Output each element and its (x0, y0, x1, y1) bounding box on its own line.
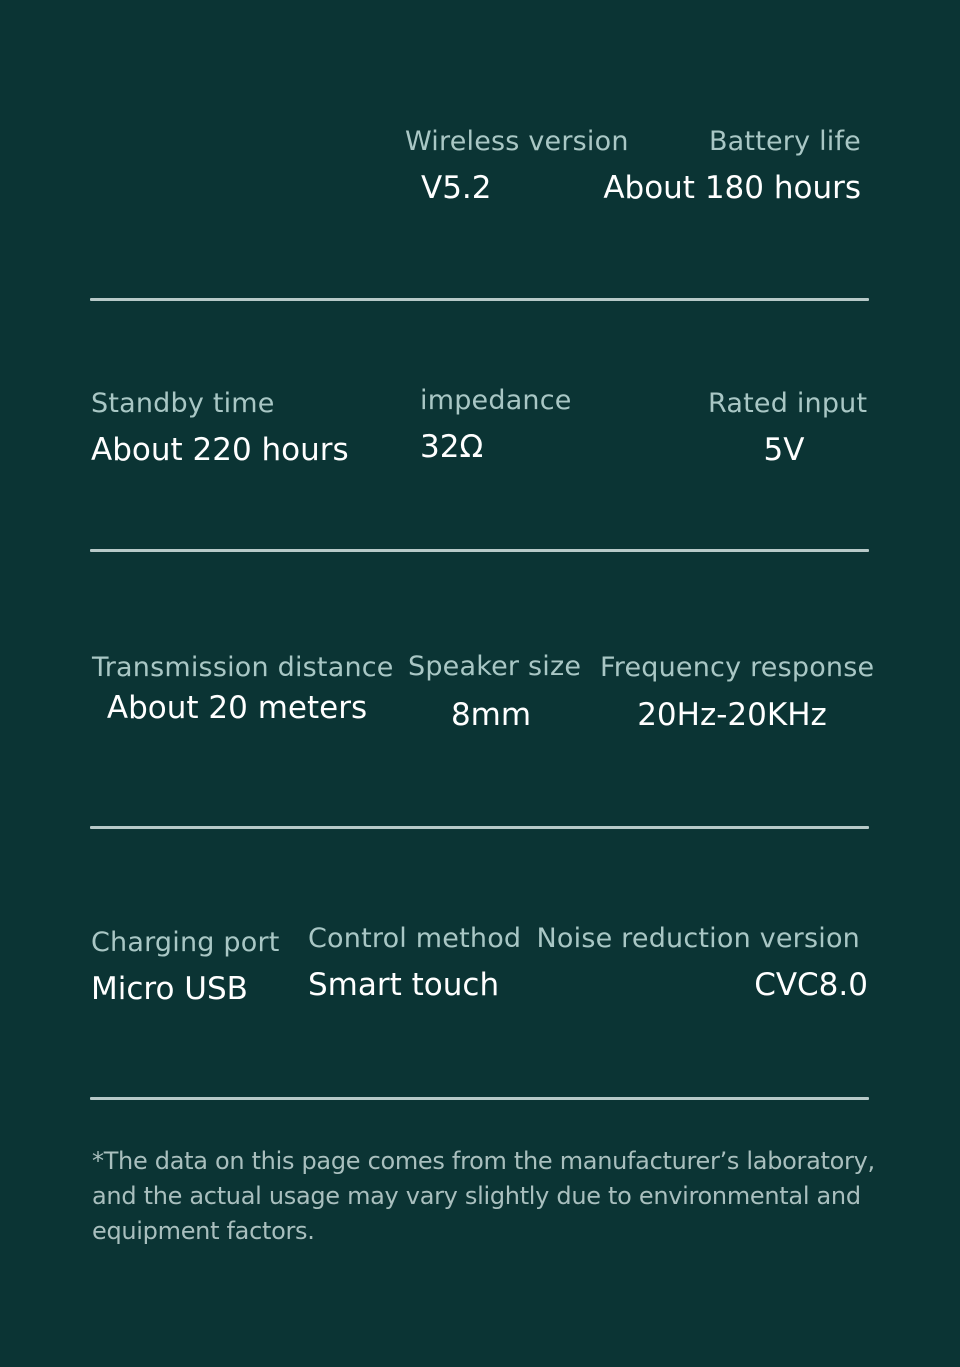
spec-standby-time (91, 390, 349, 466)
spec-value: Smart touch (308, 967, 500, 1003)
spec-label: impedance (420, 385, 572, 416)
spec-label: Wireless version (405, 126, 629, 157)
spec-label: Noise reduction version (536, 923, 860, 954)
spec-value: V5.2 (421, 170, 492, 206)
spec-value: 32Ω (420, 429, 484, 465)
spec-speaker-size (408, 651, 582, 733)
spec-charging-port (91, 929, 280, 1005)
spec-battery-life (603, 128, 861, 204)
spec-frequency-response (600, 652, 875, 733)
spec-value: About 180 hours (603, 170, 861, 206)
spec-value: About 220 hours (91, 432, 349, 468)
spec-wireless-version (405, 128, 629, 204)
spec-value: 5V (763, 432, 805, 468)
divider (90, 1097, 869, 1100)
spec-value: 8mm (450, 697, 532, 733)
spec-impedance (420, 387, 572, 463)
divider (90, 549, 869, 552)
spec-value: About 20 meters (106, 690, 368, 726)
spec-label: Speaker size (408, 651, 582, 682)
spec-label: Transmission distance (92, 652, 394, 683)
spec-label: Frequency response (600, 652, 875, 683)
divider (90, 298, 869, 301)
spec-value: Micro USB (91, 971, 248, 1007)
spec-label: Rated input (708, 388, 868, 419)
spec-value: CVC8.0 (754, 967, 868, 1003)
spec-value: 20Hz-20KHz (637, 697, 827, 733)
spec-label: Battery life (708, 126, 861, 157)
spec-transmission-distance (92, 652, 394, 726)
spec-label: Control method (308, 923, 522, 954)
disclaimer-footnote: *The data on this page comes from the manufacturer’s laboratory, and the actual usage may vary slightly due to environmental and equipment factors. (92, 1147, 875, 1245)
spec-control-method (308, 925, 521, 1001)
spec-label: Standby time (91, 388, 275, 419)
spec-label: Charging port (91, 927, 280, 958)
spec-rated-input (708, 388, 868, 468)
divider (90, 826, 869, 829)
spec-noise-reduction-version (537, 925, 869, 1001)
